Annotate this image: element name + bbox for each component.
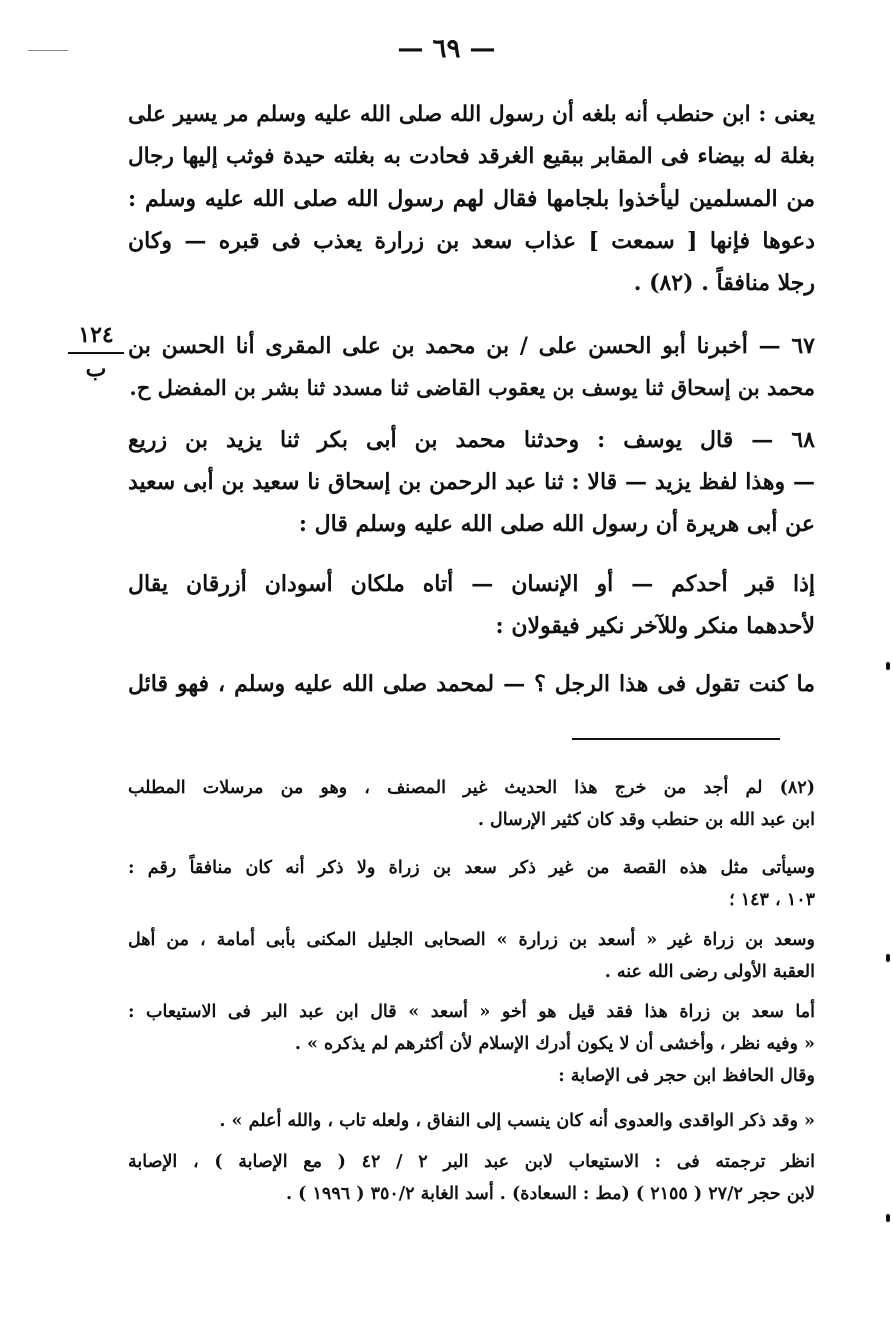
footnote-line: لابن حجر ٢٧/٢ ( ٢١٥٥ ) (مط : السعادة) . أسد الغابة ٣٥٠/٢ ( ١٩٩٦ ) . <box>285 1184 815 1204</box>
folio-side: ب <box>85 356 107 382</box>
footnote-line: وقال الحافظ ابن حجر فى الإصابة : <box>558 1066 815 1086</box>
manuscript-folio-marker <box>68 322 124 382</box>
footnote-paragraph-3 <box>128 924 815 988</box>
text-line: من المسلمين ليأخذوا بلجامها فقال لهم رسول الله صلى الله عليه وسلم : <box>128 186 815 212</box>
scan-speck <box>886 662 890 670</box>
footnote-paragraph-2 <box>128 852 815 916</box>
scan-speck <box>886 954 890 962</box>
page-number: — ٦٩ — <box>397 34 496 64</box>
text-line: دعوها فإنها [ سمعت ] عذاب سعد بن زرارة يعذب فى قبره — وكان <box>128 228 815 254</box>
footnote-line: (٨٢) لم أجد من خرج هذا الحديث غير المصنف ، وهو من مرسلات المطلب <box>128 778 815 798</box>
footnote-paragraph-6 <box>128 1146 815 1210</box>
footnote-line: « وفيه نظر ، وأخشى أن لا يكون أدرك الإسلام لأن أكثرهم لم يذكره » . <box>294 1034 815 1054</box>
hadith-68 <box>128 419 815 545</box>
hadith-68-text-part-2 <box>128 663 815 705</box>
footnote-paragraph-5 <box>128 1105 815 1137</box>
hadith-68-text-part-1 <box>128 563 815 647</box>
text-line: عن أبى هريرة أن رسول الله صلى الله عليه وسلم قال : <box>298 511 815 537</box>
text-line: إذا قبر أحدكم — أو الإنسان — أتاه ملكان أسودان أزرقان يقال <box>128 571 815 597</box>
footnote-line: أما سعد بن زراة هذا فقد قيل هو أخو « أسعد » قال ابن عبد البر فى الاستيعاب : <box>128 1002 815 1022</box>
footnote-line: وسيأتى مثل هذه القصة من غير ذكر سعد بن زراة ولا ذكر أنه كان منافقاً رقم : <box>128 858 815 878</box>
main-paragraph-1 <box>128 94 815 304</box>
footnote-line: ١٠٣ ، ١٤٣ ؛ <box>729 890 815 910</box>
text-line: — وهذا لفظ يزيد — قالا : ثنا عبد الرحمن بن إسحاق نا سعيد بن أبى سعيد <box>128 469 815 495</box>
text-line: رجلا منافقاً . (٨٢) . <box>633 270 815 296</box>
footnote-line: العقبة الأولى رضى الله عنه . <box>604 962 815 982</box>
footnote-paragraph-4 <box>128 996 815 1092</box>
text-line: بغلة له بيضاء فى المقابر ببقيع الغرقد فحادت به بغلته حيدة فوثب إليها رجال <box>128 144 815 169</box>
text-line: ٦٨ — قال يوسف : وحدثنا محمد بن أبى بكر ثنا يزيد بن زريع <box>128 427 815 453</box>
scan-speck <box>886 1214 890 1222</box>
footnote-separator <box>572 738 780 740</box>
footnote-line: « وقد ذكر الواقدى والعدوى أنه كان ينسب إلى النفاق ، ولعله تاب ، والله أعلم » . <box>219 1111 815 1131</box>
text-line: ما كنت تقول فى هذا الرجل ؟ — لمحمد صلى الله عليه وسلم ، فهو قائل <box>128 671 815 697</box>
footnote-82 <box>128 772 815 836</box>
hadith-67 <box>128 325 815 409</box>
text-line: ٦٧ — أخبرنا أبو الحسن على / بن محمد بن على المقرى أنا الحسن بن <box>128 333 815 359</box>
folio-number: ١٢٤ <box>68 322 124 354</box>
text-line: محمد بن إسحاق ثنا يوسف بن يعقوب القاضى ثنا مسدد ثنا بشر بن المفضل ح. <box>129 375 815 400</box>
footnote-line: ابن عبد الله بن حنطب وقد كان كثير الإرسال . <box>477 810 815 830</box>
text-line: لأحدهما منكر وللآخر نكير فيقولان : <box>495 613 815 639</box>
footnote-line: انظر ترجمته فى : الاستيعاب لابن عبد البر ٢ / ٤٢ ( مع الإصابة ) ، الإصابة <box>128 1152 815 1172</box>
footnote-line: وسعد بن زراة غير « أسعد بن زرارة » الصحابى الجليل المكنى بأبى أمامة ، من أهل <box>128 930 815 950</box>
text-line: يعنى : ابن حنطب أنه بلغه أن رسول الله صلى الله عليه وسلم مر يسير على <box>128 102 815 127</box>
